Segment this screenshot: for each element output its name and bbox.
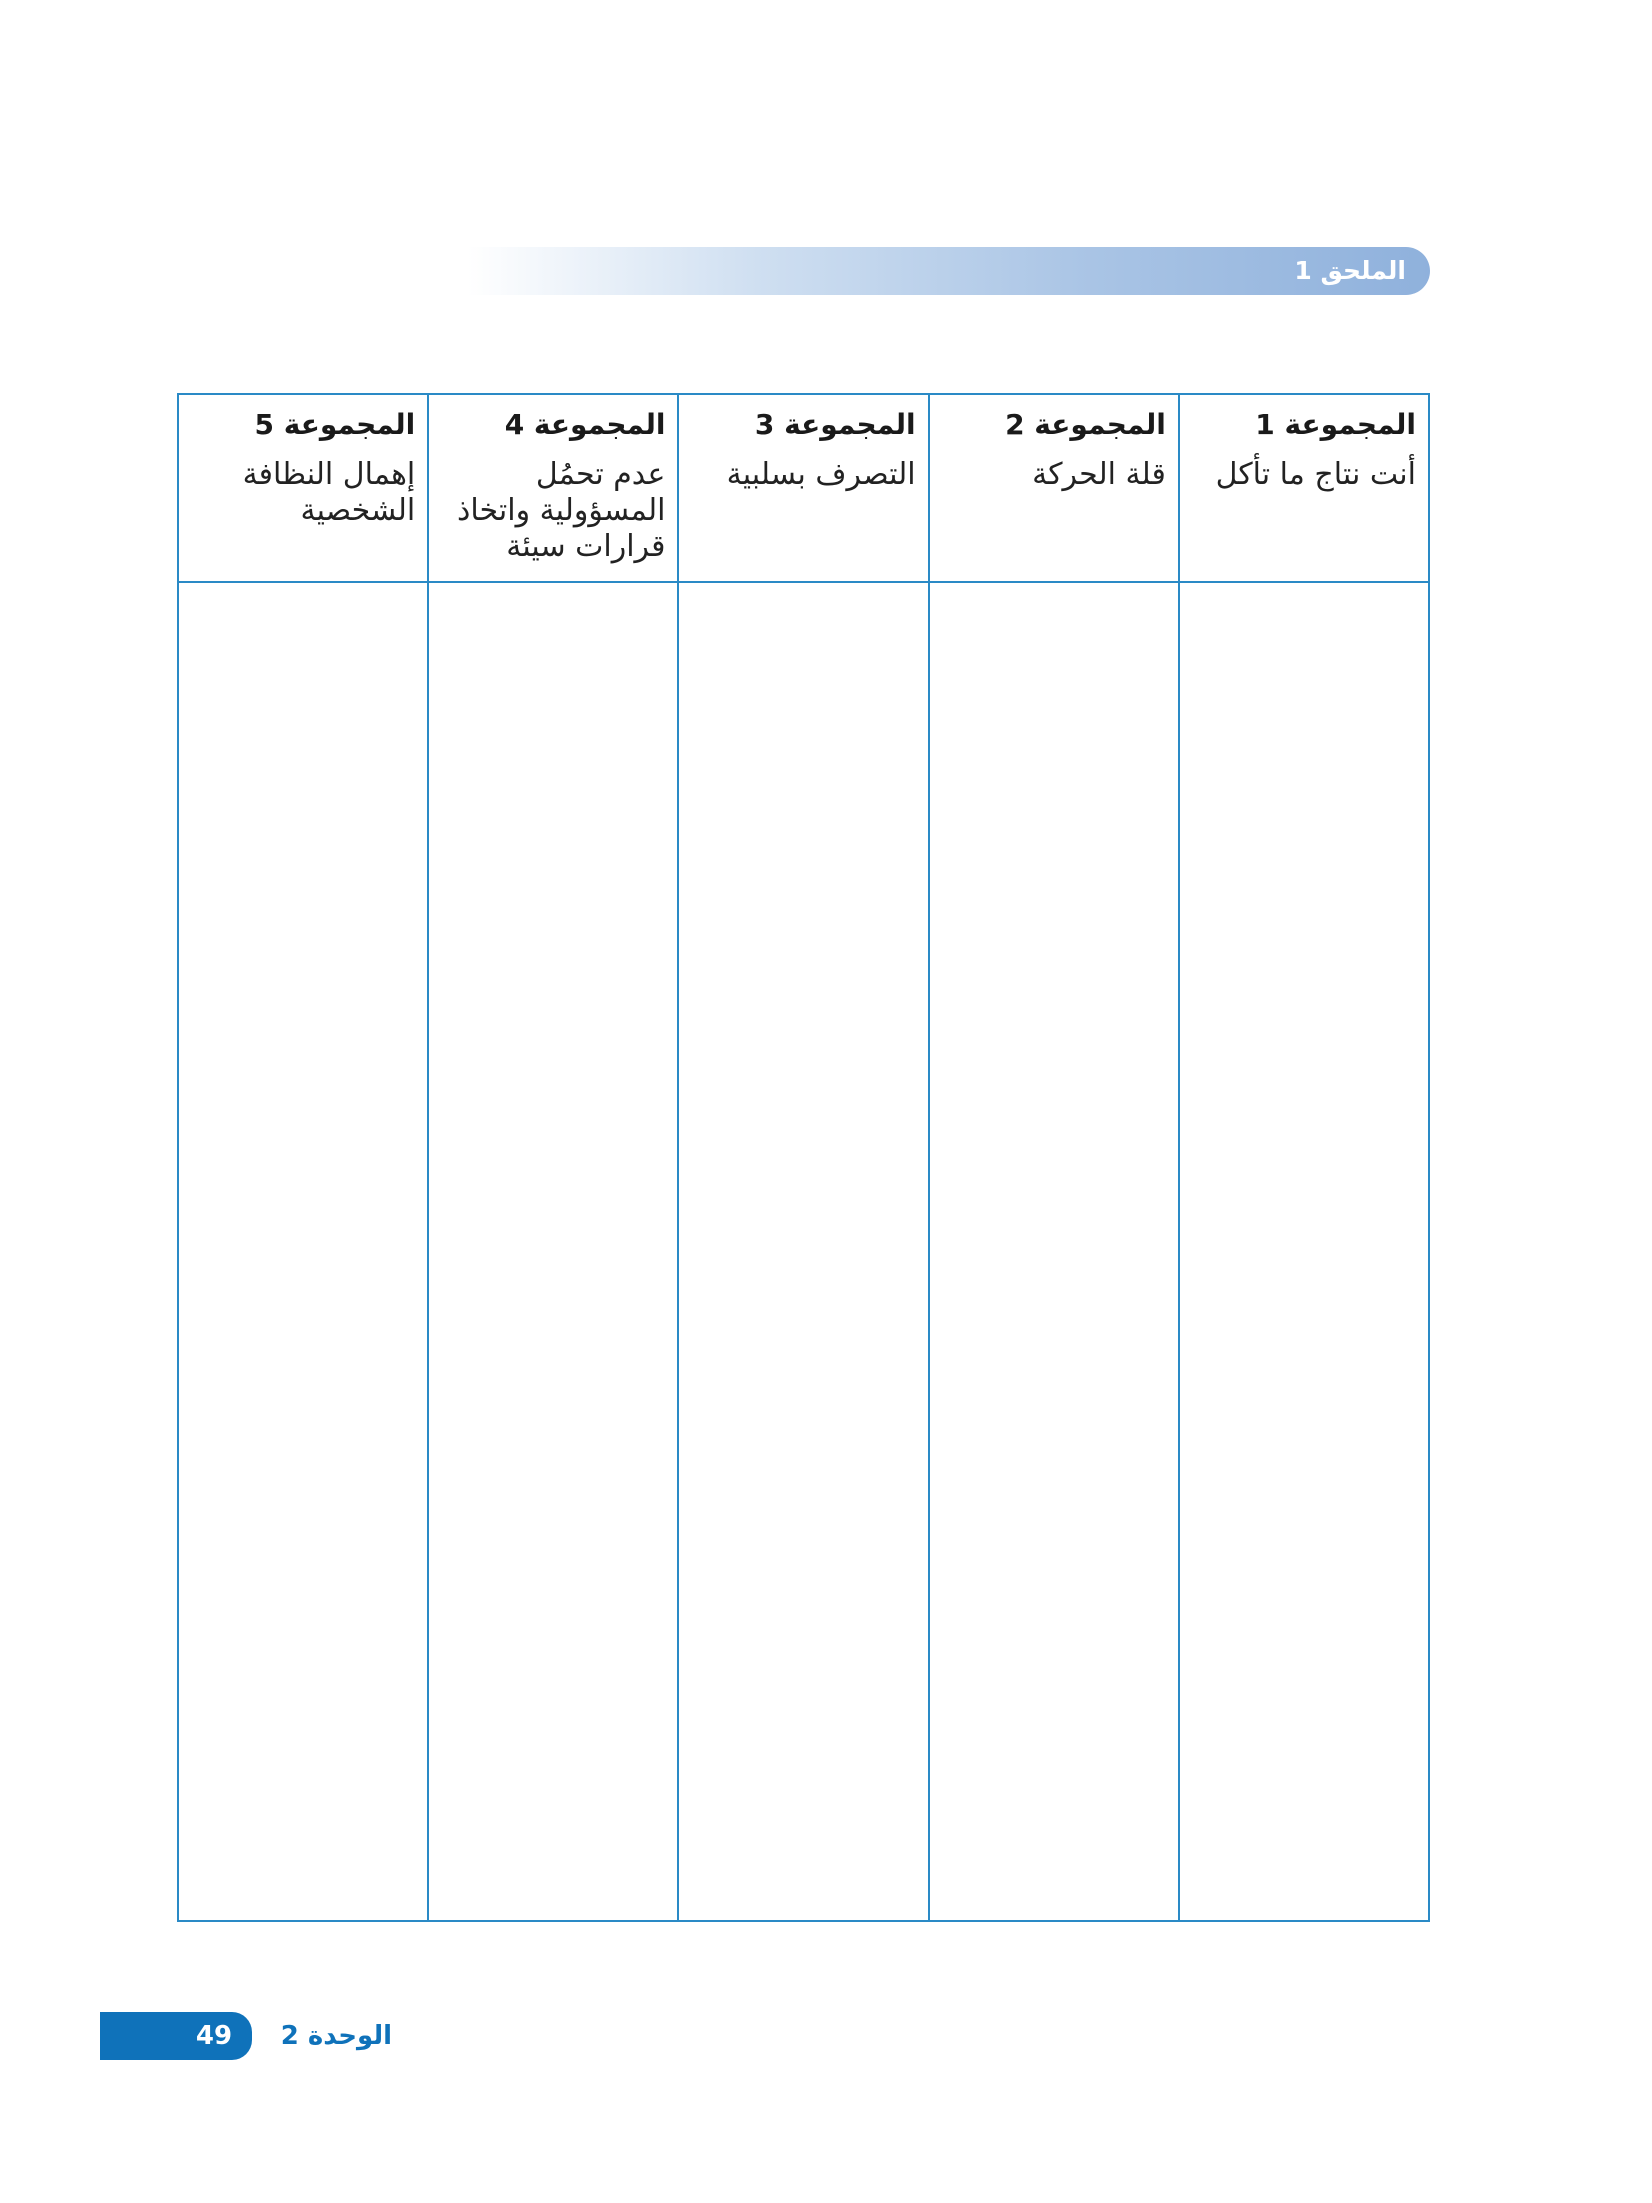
group-4-topic: عدم تحمُل المسؤولية واتخاذ قرارات سيئة (457, 457, 666, 564)
group-3-header-cell (678, 394, 928, 582)
table-body-row (178, 582, 1429, 1921)
group-2-topic: قلة الحركة (1032, 457, 1166, 492)
group-1-heading: المجموعة 1 (1255, 408, 1416, 441)
group-4-answer-cell[interactable] (428, 582, 678, 1921)
group-5-header-cell (178, 394, 428, 582)
group-4-header-cell (428, 394, 678, 582)
group-4-heading: المجموعة 4 (504, 408, 666, 441)
appendix-title: الملحق 1 (1294, 256, 1406, 285)
page-number: 49 (195, 2021, 233, 2051)
group-1-answer-cell[interactable] (1179, 582, 1429, 1921)
group-2-header-cell (929, 394, 1179, 582)
group-2-answer-cell[interactable] (929, 582, 1179, 1921)
group-3-answer-cell[interactable] (678, 582, 928, 1921)
group-5-answer-cell[interactable] (178, 582, 428, 1921)
groups-table (177, 393, 1430, 1922)
group-2-heading: المجموعة 2 (1005, 408, 1166, 441)
group-5-topic: إهمال النظافة الشخصية (242, 457, 416, 528)
unit-label: الوحدة 2 (280, 2021, 392, 2051)
group-3-heading: المجموعة 3 (754, 408, 916, 441)
group-1-topic: أنت نتاج ما تأكل (1215, 457, 1416, 492)
table-header-row (178, 394, 1429, 582)
group-1-header-cell (1179, 394, 1429, 582)
group-3-topic: التصرف بسلبية (726, 457, 916, 492)
group-5-heading: المجموعة 5 (254, 408, 416, 441)
